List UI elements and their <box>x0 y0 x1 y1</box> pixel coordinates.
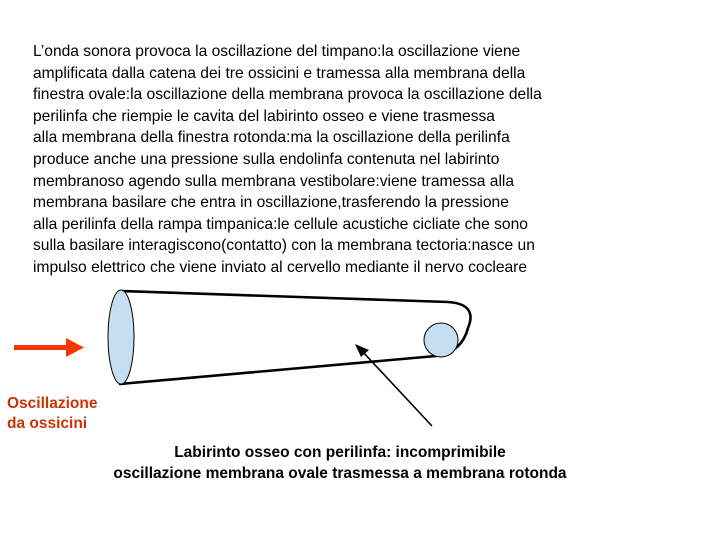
paragraph-line: produce anche una pressione sulla endolinfa contenuta nel labirinto <box>33 150 500 168</box>
caption-line1: Labirinto osseo con perilinfa: incomprimibile <box>174 444 506 461</box>
input-arrow-shaft <box>14 345 70 350</box>
oscillation-label-line2: da ossicini <box>7 415 88 432</box>
paragraph-line: alla perilinfa della rampa timpanica:le cellule acustiche cicliate che sono <box>33 215 528 233</box>
labyrinth-tube-outline <box>120 291 471 384</box>
paragraph-line: membranoso agendo sulla membrana vestibolare:viene tramessa alla <box>33 172 515 190</box>
round-window-membrane <box>424 323 458 357</box>
paragraph-line: membrana basilare che entra in oscillazione,trasferendo la pressione <box>33 194 509 212</box>
perilymph-pointer-line <box>362 351 432 426</box>
paragraph-line: amplificata dalla catena dei tre ossicini e tramessa alla membrana della <box>33 64 526 82</box>
paragraph-line: impulso elettrico che viene inviato al cervello mediante il nervo cocleare <box>33 258 528 276</box>
diagram-caption <box>40 442 640 484</box>
paragraph-line: alla membrana della finestra rotonda:ma la oscillazione della perilinfa <box>33 129 510 147</box>
paragraph-line: perilinfa che riempie le cavita del labirinto osseo e viene trasmessa <box>33 107 495 125</box>
oval-window-membrane <box>108 290 134 384</box>
input-arrow-head <box>66 338 84 357</box>
paragraph-line: sulla basilare interagiscono(contatto) con la membrana tectoria:nasce un <box>33 237 535 255</box>
oscillation-label-line1: Oscillazione <box>7 395 98 412</box>
paragraph-line: finestra ovale:la oscillazione della membrana provoca la oscillazione della <box>33 86 542 104</box>
oscillation-label <box>7 394 97 434</box>
paragraph-line: L’onda sonora provoca la oscillazione del timpano:la oscillazione viene <box>33 43 521 60</box>
caption-line2: oscillazione membrana ovale trasmessa a membrana rotonda <box>113 465 567 482</box>
perilymph-pointer-head <box>355 344 369 357</box>
